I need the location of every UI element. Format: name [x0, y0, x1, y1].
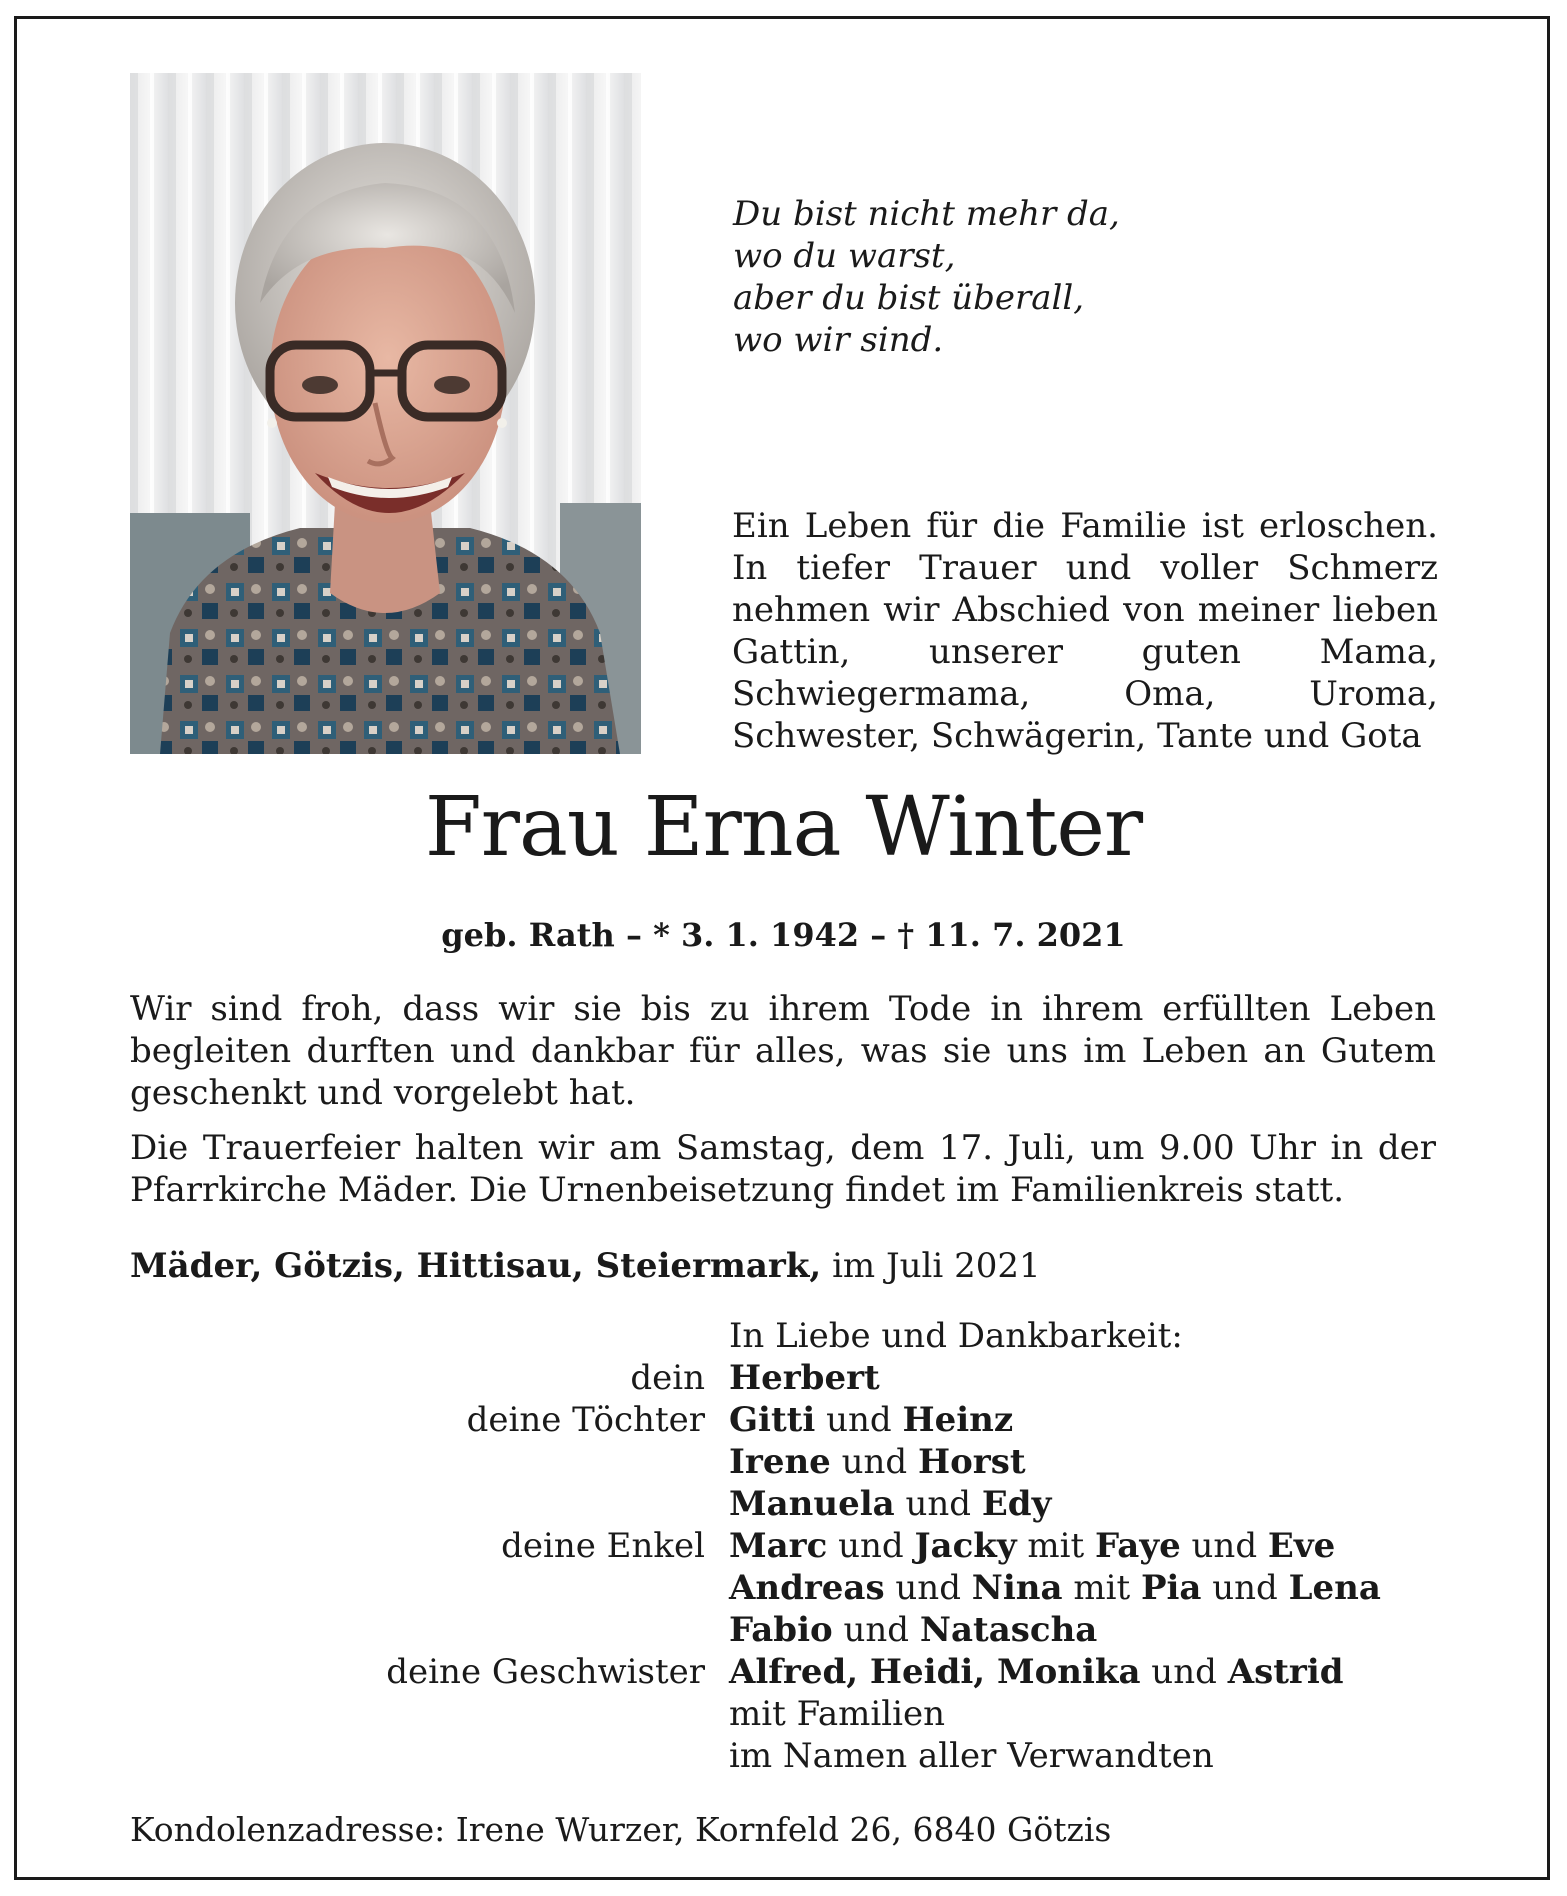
connector-text: im Namen aller Verwandten — [729, 1736, 1214, 1776]
family-relation-label: dein — [630, 1358, 705, 1398]
poem-line: wo wir sind. — [733, 320, 944, 360]
member-name: Marc — [729, 1526, 828, 1566]
family-heading-row — [0, 1315, 1567, 1357]
body-paragraph-funeral: Die Trauerfeier halten wir am Samstag, dem 17. Juli, um 9.00 Uhr in der Pfarrkirche Mäder. Die Urnenbeisetzung findet im Familienkreis statt. — [130, 1128, 1436, 1210]
family-relation-label: deine Geschwister — [386, 1652, 705, 1692]
deceased-name: Frau Erna Winter — [424, 780, 1143, 875]
family-row — [0, 1735, 1567, 1777]
member-name: Astrid — [1227, 1652, 1344, 1692]
family-members — [729, 1441, 1026, 1483]
connector-text: und — [1201, 1568, 1289, 1608]
poem-line: aber du bist überall, — [733, 278, 1085, 318]
place-date-line — [130, 1245, 1041, 1287]
poem-line: wo du warst, — [733, 236, 956, 276]
place-date: im Juli 2021 — [832, 1246, 1041, 1286]
family-row — [0, 1693, 1567, 1735]
member-name: Pia — [1140, 1568, 1202, 1608]
family-relation-label: deine Enkel — [501, 1526, 705, 1566]
connector-text: mit — [1016, 1526, 1096, 1566]
family-row — [0, 1441, 1567, 1483]
family-row — [0, 1357, 1567, 1399]
family-members — [729, 1399, 1013, 1441]
connector-text: und — [1180, 1526, 1268, 1566]
member-name: Edy — [981, 1484, 1052, 1524]
family-members — [729, 1693, 945, 1735]
member-name: Eve — [1267, 1526, 1336, 1566]
connector-text: und — [1140, 1652, 1228, 1692]
connector-text: und — [827, 1526, 915, 1566]
family-row — [0, 1609, 1567, 1651]
family-row — [0, 1525, 1567, 1567]
connector-text: und — [884, 1568, 972, 1608]
member-name: Heinz — [902, 1400, 1014, 1440]
member-name: Irene — [729, 1442, 831, 1482]
family-rows — [0, 1357, 1567, 1777]
family-list — [0, 1315, 1567, 1777]
family-members — [729, 1567, 1381, 1609]
family-row — [0, 1651, 1567, 1693]
family-members — [729, 1357, 880, 1399]
portrait-photo — [130, 73, 641, 754]
family-members — [729, 1525, 1335, 1567]
family-members — [729, 1483, 1051, 1525]
member-name: Jacky — [914, 1526, 1017, 1566]
connector-text: und — [894, 1484, 982, 1524]
member-name: Manuela — [729, 1484, 895, 1524]
member-name: Horst — [918, 1442, 1026, 1482]
intro-paragraph: Ein Leben für die Familie ist erloschen. In tiefer Trauer und voller Schmerz nehmen wir Abschied von meiner lieben Gattin, unserer guten Mama, Schwiegermama, Oma, Uroma, Schwester, Schwägerin, Tante und Gota — [732, 506, 1438, 756]
family-members — [729, 1735, 1214, 1777]
member-name: Nina — [971, 1568, 1063, 1608]
member-name: Herbert — [729, 1358, 880, 1398]
connector-text: und — [815, 1400, 903, 1440]
member-name: Faye — [1095, 1526, 1181, 1566]
family-row — [0, 1399, 1567, 1441]
birth-death-dates: geb. Rath – * 3. 1. 1942 – † 11. 7. 2021 — [441, 916, 1126, 954]
family-heading: In Liebe und Dankbarkeit: — [729, 1316, 1183, 1356]
member-name: Andreas — [729, 1568, 885, 1608]
family-row — [0, 1483, 1567, 1525]
poem-verse — [733, 193, 1120, 361]
body-paragraph-gratitude: Wir sind froh, dass wir sie bis zu ihrem Tode in ihrem erfüllten Leben begleiten durften und dankbar für alles, was sie uns im Leben an Gutem geschenkt und vorgelebt hat. — [130, 989, 1436, 1113]
connector-text: und — [832, 1610, 920, 1650]
member-name: Gitti — [729, 1400, 816, 1440]
connector-text: mit — [1062, 1568, 1141, 1608]
place-towns: Mäder, Götzis, Hittisau, Steiermark, — [130, 1246, 822, 1286]
member-name: Fabio — [729, 1610, 833, 1650]
family-row — [0, 1567, 1567, 1609]
family-relation-label: deine Töchter — [466, 1400, 705, 1440]
condolence-address: Kondolenzadresse: Irene Wurzer, Kornfeld 26, 6840 Götzis — [130, 1810, 1112, 1849]
poem-line: Du bist nicht mehr da, — [733, 194, 1120, 234]
connector-text: und — [830, 1442, 918, 1482]
member-name: Lena — [1288, 1568, 1381, 1608]
member-name: Alfred, Heidi, Monika — [729, 1652, 1141, 1692]
member-name: Natascha — [919, 1610, 1098, 1650]
family-members — [729, 1651, 1344, 1693]
connector-text: mit Familien — [729, 1694, 946, 1734]
family-members — [729, 1609, 1097, 1651]
